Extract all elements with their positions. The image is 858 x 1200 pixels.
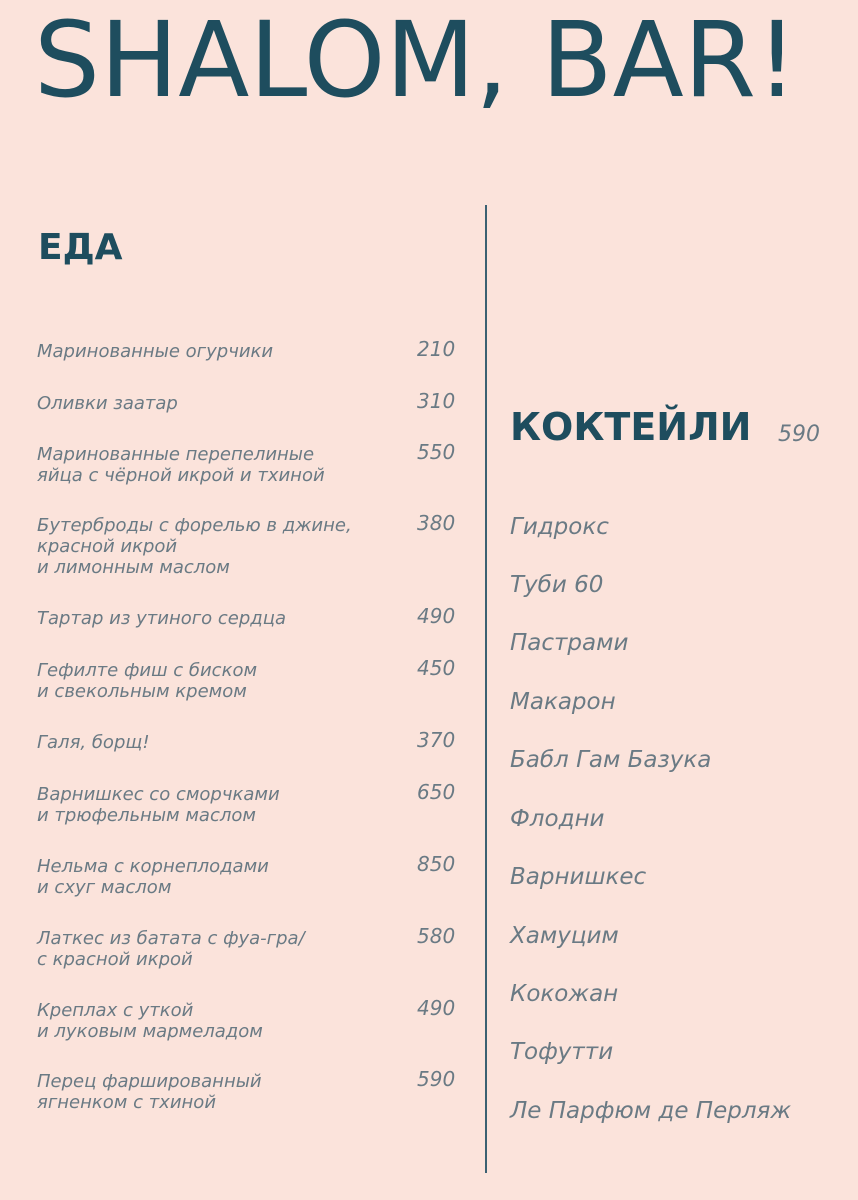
- food-item-name: Маринованные огурчики: [37, 341, 274, 362]
- cocktails-heading: КОКТЕЙЛИ: [510, 405, 752, 449]
- food-item-name: Оливки заатар: [37, 393, 178, 414]
- cocktails-price: 590: [778, 422, 820, 447]
- food-item-price: 210: [417, 337, 456, 361]
- food-item-name: Бутерброды с форелью в джине, красной икрой и лимонным маслом: [37, 515, 352, 578]
- food-item-name: Маринованные перепелиные яйца с чёрной икрой и тхиной: [37, 444, 325, 486]
- food-item-price: 590: [417, 1067, 456, 1091]
- food-item-price: 370: [417, 728, 456, 752]
- food-item-price: 490: [417, 996, 456, 1020]
- food-item-name: Варнишкес со сморчками и трюфельным маслом: [37, 784, 280, 826]
- food-item-price: 310: [417, 389, 456, 413]
- food-item-name: Галя, борщ!: [37, 732, 150, 753]
- cocktail-item: Бабл Гам Базука: [510, 747, 712, 773]
- cocktail-item: Туби 60: [510, 572, 604, 598]
- column-divider: [485, 205, 487, 1173]
- cocktail-item: Хамуцим: [510, 923, 619, 949]
- food-item-price: 490: [417, 604, 456, 628]
- food-item-name: Латкес из батата с фуа-гра/ с красной икрой: [37, 928, 305, 970]
- cocktail-item: Кокожан: [510, 981, 619, 1007]
- food-item-price: 550: [417, 440, 456, 464]
- food-heading: ЕДА: [38, 227, 123, 268]
- food-item-name: Перец фаршированный ягненком с тхиной: [37, 1071, 262, 1113]
- cocktail-item: Пастрами: [510, 630, 629, 656]
- cocktail-item: Ле Парфюм де Перляж: [510, 1098, 792, 1124]
- food-item-name: Тартар из утиного сердца: [37, 608, 287, 629]
- food-item-name: Креплах с уткой и луковым мармеладом: [37, 1000, 263, 1042]
- cocktail-item: Гидрокс: [510, 514, 609, 540]
- food-item-price: 850: [417, 852, 456, 876]
- cocktail-item: Варнишкес: [510, 864, 647, 890]
- cocktail-item: Тофутти: [510, 1039, 614, 1065]
- food-item-name: Гефилте фиш с биском и свекольным кремом: [37, 660, 258, 702]
- food-item-name: Нельма с корнеплодами и схуг маслом: [37, 856, 269, 898]
- food-item-price: 650: [417, 780, 456, 804]
- cocktail-item: Флодни: [510, 806, 605, 832]
- menu-title: SHALOM, BAR!: [34, 0, 798, 121]
- food-item-price: 580: [417, 924, 456, 948]
- food-item-price: 380: [417, 511, 456, 535]
- food-item-price: 450: [417, 656, 456, 680]
- cocktail-item: Макарон: [510, 689, 616, 715]
